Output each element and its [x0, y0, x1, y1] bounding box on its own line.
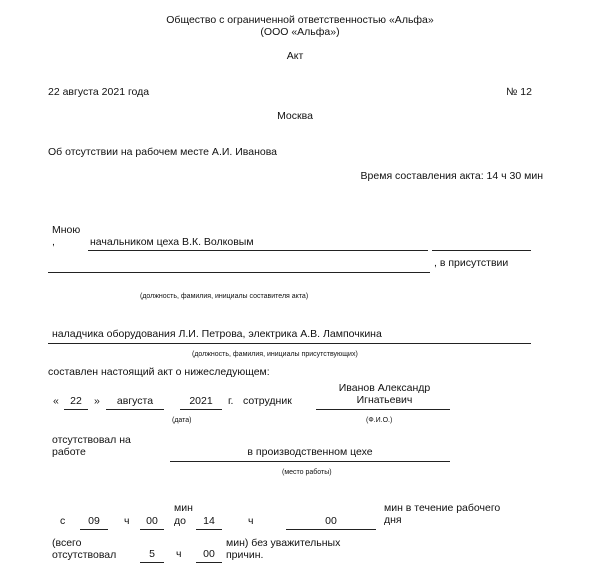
act-subject: Об отсутствии на рабочем месте А.И. Иванова: [48, 146, 278, 158]
period-tail-line1: мин в течение рабочего: [384, 502, 501, 514]
from-hours-line: [80, 529, 108, 530]
witnesses-line: [48, 343, 531, 344]
to-minutes: 00: [325, 515, 337, 527]
employee-label: сотрудник: [243, 395, 292, 407]
absence-label-line1: отсутствовал на: [52, 434, 131, 446]
year-suffix: г.: [228, 395, 234, 407]
witnesses-caption: (должность, фамилия, инициалы присутствующих): [192, 351, 358, 358]
in-presence-label: , в присутствии: [434, 257, 509, 269]
period-tail-line2: дня: [384, 514, 402, 526]
event-day: 22: [70, 395, 82, 407]
from-hours: 09: [88, 515, 100, 527]
total-hours: 5: [149, 548, 155, 560]
total-hours-line: [140, 562, 164, 563]
employee-name-line: [316, 409, 450, 410]
organization-name: Общество с ограниченной ответственностью «Альфа»: [166, 14, 434, 26]
total-label-line1: (всего: [52, 537, 82, 549]
hours-label-2: ч: [248, 515, 254, 527]
total-tail-line1: мин) без уважительных: [226, 537, 341, 549]
witnesses-names: наладчика оборудования Л.И. Петрова, электрика А.В. Лампочкина: [52, 328, 382, 340]
total-tail-line2: причин.: [226, 549, 264, 561]
author-name-line-tail: [432, 250, 531, 251]
event-month: августа: [116, 395, 154, 407]
to-minutes-line: [286, 529, 376, 530]
author-name: начальником цеха В.К. Волковым: [90, 236, 254, 248]
hours-label: ч: [124, 515, 130, 527]
event-month-line: [106, 409, 164, 410]
event-year-line: [180, 409, 222, 410]
to-hours: 14: [203, 515, 215, 527]
label-me: Мною: [52, 224, 81, 236]
document-type: Акт: [286, 50, 304, 62]
fio-caption: (Ф.И.О.): [366, 417, 393, 424]
absence-place-line: [170, 461, 450, 462]
employee-name-line2: Игнатьевич: [356, 394, 413, 406]
total-hours-label: ч: [176, 548, 182, 560]
author-caption: (должность, фамилия, инициалы составителя акта): [140, 293, 309, 300]
author-name-line: [88, 250, 428, 251]
author-second-line: [48, 272, 430, 273]
to-hours-line: [196, 529, 222, 530]
organization-short-name: (ООО «Альфа»): [260, 26, 340, 38]
total-minutes-line: [196, 562, 222, 563]
absence-place: в производственном цехе: [247, 446, 373, 458]
act-number: № 12: [506, 86, 532, 98]
label-comma: ,: [52, 236, 55, 248]
to-label: до: [174, 515, 186, 527]
place-caption: (место работы): [282, 469, 332, 476]
event-day-line: [64, 409, 88, 410]
act-city: Москва: [277, 110, 313, 122]
compose-time: Время составления акта: 14 ч 30 мин: [360, 170, 543, 182]
from-label: с: [60, 515, 66, 527]
min-label-top: мин: [174, 502, 193, 514]
quote-open: «: [53, 395, 59, 407]
quote-close: »: [94, 395, 100, 407]
event-year: 2021: [189, 395, 213, 407]
employee-name-line1: Иванов Александр: [338, 382, 431, 394]
act-date: 22 августа 2021 года: [48, 86, 150, 98]
from-minutes-line: [140, 529, 164, 530]
absence-label-line2: работе: [52, 446, 86, 458]
total-label-line2: отсутствовал: [52, 549, 117, 561]
date-caption: (дата): [172, 417, 192, 424]
compiled-statement: составлен настоящий акт о нижеследующем:: [48, 366, 270, 378]
from-minutes: 00: [146, 515, 158, 527]
total-minutes: 00: [203, 548, 215, 560]
